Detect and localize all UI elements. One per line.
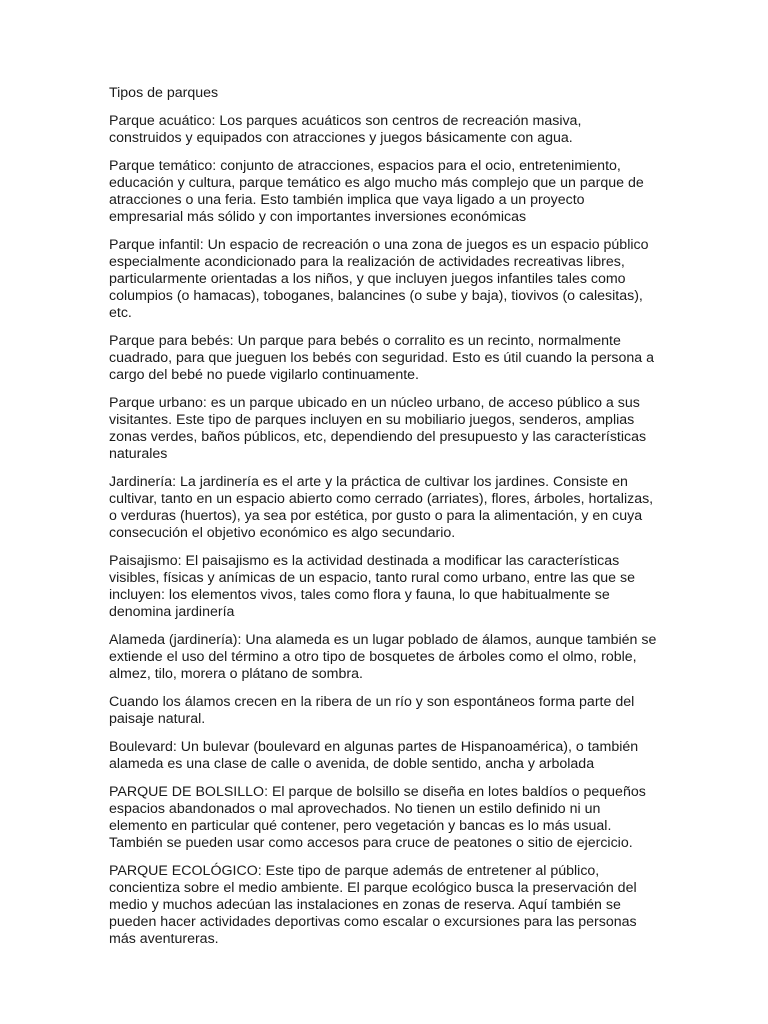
paragraph-jardineria: Jardinería: La jardinería es el arte y la práctica de cultivar los jardines. Consiste en cultivar, tanto en un espacio abierto como cerrado (arriates), flores, árboles, hortalizas, o verduras (huertos), ya sea por estética, por gusto o para la alimentación, y en cuya consecución el objetivo económico es algo secundario. (109, 474, 654, 541)
paragraph-paisajismo: Paisajismo: El paisajismo es la actividad destinada a modificar las características visibles, físicas y anímicas de un espacio, tanto rural como urbano, entre las que se incluyen: los elementos vivos, tales como flora y fauna, lo que habitualmente se denomina jardinería (109, 553, 635, 620)
document-title: Tipos de parques (109, 85, 219, 101)
paragraph-parque-infantil: Parque infantil: Un espacio de recreación o una zona de juegos es un espacio público especialmente acondicionado para la realización de actividades recreativas libres, particularmente orientadas a los niños, y que incluyen juegos infantiles tales como columpios (o hamacas), toboganes, balancines (o sube y baja), tiovivos (o calesitas), etc. (109, 237, 649, 321)
document-page (109, 85, 669, 948)
paragraph-boulevard: Boulevard: Un bulevar (boulevard en algunas partes de Hispanoamérica), o también alameda es una clase de calle o avenida, de doble sentido, ancha y arbolada (109, 739, 639, 772)
paragraph-parque-urbano: Parque urbano: es un parque ubicado en un núcleo urbano, de acceso público a sus visitantes. Este tipo de parques incluyen en su mobiliario juegos, senderos, amplias zonas verdes, baños públicos, etc, dependiendo del presupuesto y las características naturales (109, 395, 647, 462)
paragraph-alamos-ribera: Cuando los álamos crecen en la ribera de un río y son espontáneos forma parte del paisaje natural. (109, 694, 635, 727)
paragraph-alameda: Alameda (jardinería): Una alameda es un lugar poblado de álamos, aunque también se extiende el uso del término a otro tipo de bosquetes de árboles como el olmo, roble, almez, tilo, morera o plátano de sombra. (109, 632, 657, 682)
paragraph-parque-acuatico: Parque acuático: Los parques acuáticos son centros de recreación masiva, construidos y equipados con atracciones y juegos básicamente con agua. (109, 113, 582, 146)
paragraph-parque-ecologico: PARQUE ECOLÓGICO: Este tipo de parque además de entretener al público, concientiza sobre el medio ambiente. El parque ecológico busca la preservación del medio y muchos adecúan las instalaciones en zonas de reserva. Aquí también se pueden hacer actividades deportivas como escalar o excursiones para las personas más aventureras. (109, 863, 637, 947)
paragraph-parque-de-bolsillo: PARQUE DE BOLSILLO: El parque de bolsillo se diseña en lotes baldíos o pequeños espacios abandonados o mal aprovechados. No tienen un estilo definido ni un elemento en particular qué contener, pero vegetación y bancas es lo más usual. También se pueden usar como accesos para cruce de peatones o sitio de ejercicio. (109, 784, 646, 851)
paragraph-parque-tematico: Parque temático: conjunto de atracciones, espacios para el ocio, entretenimiento, educación y cultura, parque temático es algo mucho más complejo que un parque de atracciones o una feria. Esto también implica que vaya ligado a un proyecto empresarial más sólido y con importantes inversiones económicas (109, 158, 644, 225)
paragraph-parque-para-bebes: Parque para bebés: Un parque para bebés o corralito es un recinto, normalmente cuadrado, para que jueguen los bebés con seguridad. Esto es útil cuando la persona a cargo del bebé no puede vigilarlo continuamente. (109, 333, 655, 383)
